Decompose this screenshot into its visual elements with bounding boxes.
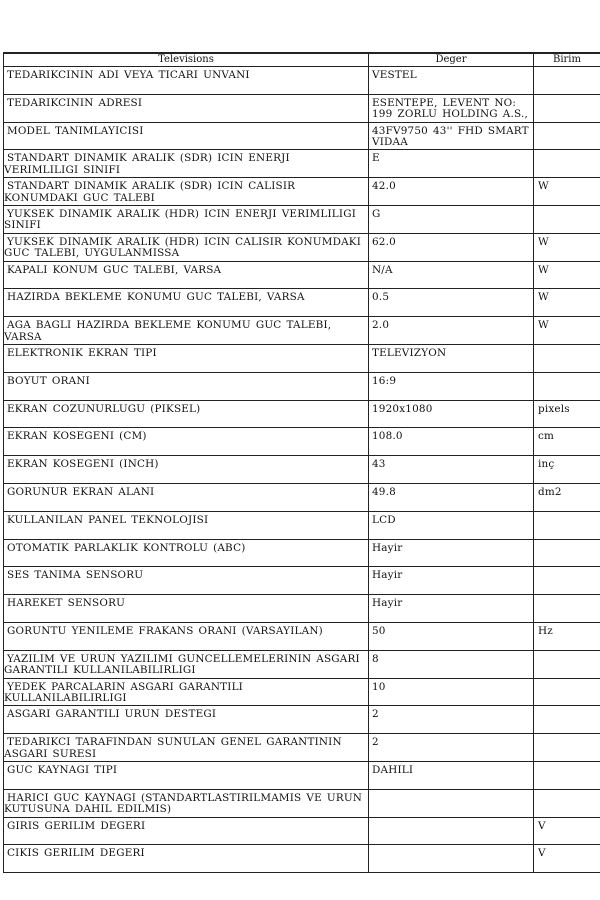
table-row xyxy=(4,678,600,706)
row-unit xyxy=(534,539,600,567)
row-unit xyxy=(534,67,600,95)
row-value: 108.0 xyxy=(369,428,534,456)
row-unit xyxy=(534,789,600,817)
row-label: YUKSEK DINAMIK ARALIK (HDR) ICIN CALISIR KONUMDAKI GUC TALEBI, UYGULANMISSA xyxy=(4,233,369,261)
table-row xyxy=(4,94,600,122)
table-row xyxy=(4,344,600,372)
row-unit: pixels xyxy=(534,400,600,428)
row-value: Hayir xyxy=(369,595,534,623)
row-label: KULLANILAN PANEL TEKNOLOJISI xyxy=(4,511,369,539)
table-row xyxy=(4,706,600,734)
row-value xyxy=(369,817,534,845)
table-row xyxy=(4,511,600,539)
row-value: 62.0 xyxy=(369,233,534,261)
row-unit: V xyxy=(534,845,600,873)
row-value: 2 xyxy=(369,706,534,734)
row-value: 8 xyxy=(369,650,534,678)
row-value: E xyxy=(369,150,534,178)
header-birim: Birim xyxy=(534,53,600,67)
table-row xyxy=(4,456,600,484)
row-unit xyxy=(534,567,600,595)
row-label: GORUNTU YENILEME FRAKANS ORANI (VARSAYILAN) xyxy=(4,622,369,650)
row-label: HAZIRDA BEKLEME KONUMU GUC TALEBI, VARSA xyxy=(4,289,369,317)
row-unit xyxy=(534,205,600,233)
table-row xyxy=(4,734,600,762)
table-row xyxy=(4,289,600,317)
spec-sheet xyxy=(3,52,600,873)
row-unit: W xyxy=(534,289,600,317)
row-label: OTOMATIK PARLAKLIK KONTROLU (ABC) xyxy=(4,539,369,567)
row-unit xyxy=(534,706,600,734)
row-value: 16:9 xyxy=(369,372,534,400)
row-label: CIKIS GERILIM DEGERI xyxy=(4,845,369,873)
row-value: 49.8 xyxy=(369,483,534,511)
row-unit: inç xyxy=(534,456,600,484)
row-unit: W xyxy=(534,178,600,206)
table-row xyxy=(4,372,600,400)
row-label: YEDEK PARCALARIN ASGARI GARANTILI KULLANILABILIRLIGI xyxy=(4,678,369,706)
row-label: STANDART DINAMIK ARALIK (SDR) ICIN CALISIR KONUMDAKI GUC TALEBI xyxy=(4,178,369,206)
row-unit: W xyxy=(534,261,600,289)
row-label: SES TANIMA SENSORU xyxy=(4,567,369,595)
row-value: 10 xyxy=(369,678,534,706)
table-row xyxy=(4,400,600,428)
row-unit: Hz xyxy=(534,622,600,650)
row-value: Hayir xyxy=(369,567,534,595)
row-value: N/A xyxy=(369,261,534,289)
row-unit xyxy=(534,650,600,678)
table-row xyxy=(4,761,600,789)
table-row xyxy=(4,261,600,289)
product-info-table xyxy=(3,52,600,873)
row-unit xyxy=(534,344,600,372)
row-value xyxy=(369,845,534,873)
row-label: HARICI GUC KAYNAGI (STANDARTLASTIRILMAMIS VE URUN KUTUSUNA DAHIL EDILMIS) xyxy=(4,789,369,817)
row-label: TEDARIKCININ ADI VEYA TICARI UNVANI xyxy=(4,67,369,95)
row-label: TEDARIKCI TARAFINDAN SUNULAN GENEL GARANTININ ASGARI SURESI xyxy=(4,734,369,762)
table-row xyxy=(4,817,600,845)
row-unit xyxy=(534,734,600,762)
row-label: HAREKET SENSORU xyxy=(4,595,369,623)
row-label: BOYUT ORANI xyxy=(4,372,369,400)
table-row xyxy=(4,789,600,817)
row-value: 43FV9750 43'' FHD SMART VIDAA xyxy=(369,122,534,150)
table-row xyxy=(4,622,600,650)
row-unit xyxy=(534,595,600,623)
row-value: 42.0 xyxy=(369,178,534,206)
table-row xyxy=(4,483,600,511)
row-unit xyxy=(534,372,600,400)
row-value xyxy=(369,789,534,817)
row-unit: V xyxy=(534,817,600,845)
row-unit xyxy=(534,761,600,789)
table-row xyxy=(4,317,600,345)
row-value: VESTEL xyxy=(369,67,534,95)
row-label: TEDARIKCININ ADRESI xyxy=(4,94,369,122)
row-label: EKRAN KOSEGENI (CM) xyxy=(4,428,369,456)
row-label: GIRIS GERILIM DEGERI xyxy=(4,817,369,845)
row-value: ESENTEPE, LEVENT NO: 199 ZORLU HOLDING A.S., xyxy=(369,94,534,122)
row-unit xyxy=(534,678,600,706)
row-label: GORUNUR EKRAN ALANI xyxy=(4,483,369,511)
row-unit: W xyxy=(534,233,600,261)
table-row xyxy=(4,428,600,456)
row-label: STANDART DINAMIK ARALIK (SDR) ICIN ENERJI VERIMLILIGI SINIFI xyxy=(4,150,369,178)
table-row xyxy=(4,567,600,595)
row-unit xyxy=(534,511,600,539)
table-row xyxy=(4,150,600,178)
row-unit xyxy=(534,150,600,178)
table-row xyxy=(4,178,600,206)
row-label: AGA BAGLI HAZIRDA BEKLEME KONUMU GUC TALEBI, VARSA xyxy=(4,317,369,345)
row-value: TELEVIZYON xyxy=(369,344,534,372)
row-label: EKRAN COZUNURLUGU (PIKSEL) xyxy=(4,400,369,428)
table-header-row xyxy=(4,53,600,67)
row-value: G xyxy=(369,205,534,233)
table-row xyxy=(4,845,600,873)
header-televisions: Televisions xyxy=(4,53,369,67)
row-label: MODEL TANIMLAYICISI xyxy=(4,122,369,150)
row-label: YUKSEK DINAMIK ARALIK (HDR) ICIN ENERJI VERIMLILIGI SINIFI xyxy=(4,205,369,233)
row-value: Hayir xyxy=(369,539,534,567)
table-row xyxy=(4,233,600,261)
row-value: 2.0 xyxy=(369,317,534,345)
table-row xyxy=(4,122,600,150)
table-row xyxy=(4,650,600,678)
table-row xyxy=(4,539,600,567)
row-unit: dm2 xyxy=(534,483,600,511)
row-value: DAHILI xyxy=(369,761,534,789)
row-label: ASGARI GARANTILI URUN DESTEGI xyxy=(4,706,369,734)
row-label: GUC KAYNAGI TIPI xyxy=(4,761,369,789)
row-unit xyxy=(534,122,600,150)
table-row xyxy=(4,67,600,95)
row-value: 50 xyxy=(369,622,534,650)
row-value: 2 xyxy=(369,734,534,762)
row-value: 1920x1080 xyxy=(369,400,534,428)
table-row xyxy=(4,205,600,233)
table-row xyxy=(4,595,600,623)
row-label: YAZILIM VE URUN YAZILIMI GUNCELLEMELERININ ASGARI GARANTILI KULLANILABILIRLIGI xyxy=(4,650,369,678)
row-label: KAPALI KONUM GUC TALEBI, VARSA xyxy=(4,261,369,289)
row-value: 43 xyxy=(369,456,534,484)
row-label: EKRAN KOSEGENI (INCH) xyxy=(4,456,369,484)
header-deger: Deger xyxy=(369,53,534,67)
row-unit: cm xyxy=(534,428,600,456)
row-unit xyxy=(534,94,600,122)
row-unit: W xyxy=(534,317,600,345)
row-label: ELEKTRONIK EKRAN TIPI xyxy=(4,344,369,372)
row-value: LCD xyxy=(369,511,534,539)
row-value: 0.5 xyxy=(369,289,534,317)
